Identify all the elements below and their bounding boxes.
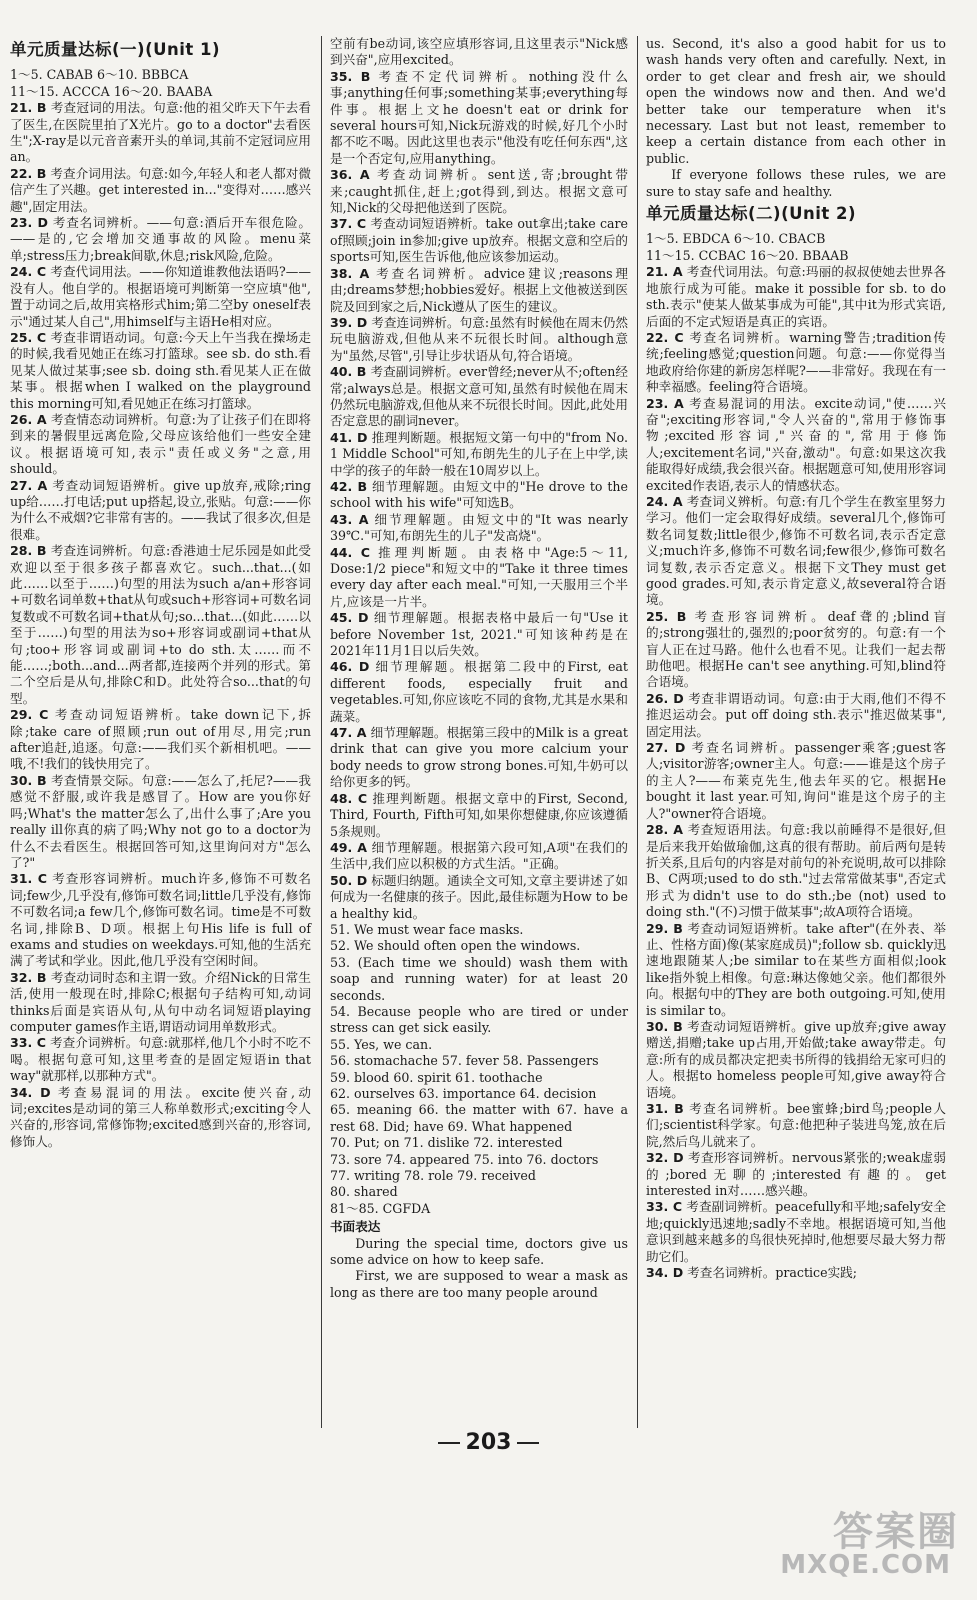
explanation-text: 考查形容词辨析。nervous紧张的;weak虚弱的;bored无聊的;interested有趣的。get interested in对……感兴趣。 (646, 1150, 946, 1199)
short-answer: 65. meaning 66. the matter with 67. have a rest 68. Did; have 69. What happened (330, 1102, 628, 1134)
explanation-item (10, 707, 311, 773)
explanation-text: 细节理解题。根据表格中最后一句"Use it before November 1st, 2021."可知该种药是在2021年11月1日以后失效。 (330, 610, 628, 659)
explanation-item (330, 873, 628, 922)
short-answer: 53. (Each time we should) wash them with soap and running water) for at least 20 seconds. (330, 954, 628, 1003)
short-answer: 80. shared (330, 1184, 398, 1200)
explanation-text: 考查短语用法。句意:我以前睡得不是很好,但是后来我开始做瑜伽,这真的很有帮助。前后两句是转折关系,且后句的内容是对前句的补充说明,故可以排除B、C两项;used to do sth."过去常常做某事",否定式形式为didn't use to do sth.;be (not) used to doing sth."(不)习惯于做某事";故A项符合语境。 (646, 822, 946, 920)
explanation-item (330, 69, 628, 167)
explanation-text: 考查动词短语辨析。take out拿出;take care of照顾;join in参加;give up放弃。根据文意和空后的sports可知,医生告诉他,他应该参加运动。 (330, 216, 628, 265)
explanation-text: 考查非谓语动词。句意:由于大雨,他们不得不推迟运动会。put off doing sth.表示"推迟做某事",固定用法。 (646, 690, 947, 739)
question-number: 46. D (330, 659, 370, 675)
explanation-text: 考查形容词辨析。deaf聋的;blind盲的;strong强壮的,强烈的;poor贫穷的。句意:有一个盲人正在过马路。他什么也看不见。让我们一起去帮助他吧。根据He can't see anything.可知,blind符合语境。 (646, 608, 947, 690)
explanation-text: 空前有be动词,该空应填形容词,且这里表示"Nick感到兴奋",应用excited。 (330, 36, 628, 68)
explanation-text: 考查名词辨析。advice建议;reasons理由;dreams梦想;hobbies爱好。根据上文他被送到医院及回到家之后,Nick遵从了医生的建议。 (330, 265, 629, 314)
short-answer: 81～85. CGFDA (330, 1200, 431, 1216)
explanation-text: 考查介词用法。句意:如今,年轻人和老人都对微信产生了兴趣。get interested in..."变得对……感兴趣",固定用法。 (10, 165, 311, 214)
explanation-text: 细节理解题。根据第六段可知,A项"在我们的生活中,我们应以积极的方式生活。"正确。 (330, 839, 628, 872)
explanation-text: 细节理解题。根据第三段中的Milk is a great drink that can give you more calcium your body needs to grow strong bones.可知,牛奶可以给你更多的钙。 (330, 725, 628, 790)
question-number: 25. B (646, 608, 687, 624)
explanation-item (646, 264, 946, 330)
explanation-text: 细节理解题。根据第二段中的First, eat different foods, especially fruit and vegetables.可知,你应该吃不同的食物,尤其是水果和蔬菜。 (330, 659, 628, 724)
explanation-item (646, 396, 946, 494)
question-number: 29. B (646, 920, 683, 936)
page-number (0, 1430, 977, 1455)
watermark-url: MXQE.COM (780, 1550, 951, 1580)
question-number: 40. B (330, 364, 367, 380)
section-title-unit-1: 单元质量达标(一)(Unit 1) (10, 40, 221, 59)
explanation-item (646, 330, 946, 396)
explanation-text: 考查连词辨析。句意:虽然有时候他在周末仍然玩电脑游戏,但他从来不玩很长时间。although意为"虽然,尽管",引导让步状语从句,符合语境。 (330, 314, 628, 363)
explanation-item (646, 921, 946, 1019)
question-number: 31. B (646, 1101, 684, 1116)
explanation-text: 考查不定代词辨析。nothing没什么事;anything任何事;something某事;everything每件事。根据上文he doesn't eat or drink for several hours可知,Nick玩游戏的时候,好几个小时都不吃不喝。因此这里也表示"他没有吃任何东西",这是一个否定句,应用anything。 (330, 68, 628, 166)
answer-key-line: 11～15. ACCCA 16～20. BAABA (10, 83, 213, 99)
short-answer: 52. We should often open the windows. (330, 938, 581, 954)
essay-title: 书面表达 (330, 1219, 381, 1235)
question-number: 32. B (10, 969, 47, 985)
section-title-unit-2: 单元质量达标(二)(Unit 2) (646, 204, 857, 224)
short-answer: 51. We must wear face masks. (330, 921, 524, 937)
explanation-item (330, 610, 628, 659)
explanation-item (330, 315, 628, 364)
question-number: 39. D (330, 314, 368, 330)
explanation-text: 考查动词时态和主谓一致。介绍Nick的日常生活,使用一般现在时,排除C;根据句子结构可知,动词thinks后面是宾语从句,从句中动名词短语playing computer games作主语,谓语动词用单数形式。 (10, 969, 311, 1034)
explanation-item (10, 478, 311, 544)
explanation-item (330, 364, 628, 430)
explanation-text: 考查动词短语辨析。take after"(在外表、举止、性格方面)像(某家庭成员)";follow sb. quickly迅速地跟随某人;be similar to在某些方面相似;look like指外貌上相像。句意:琳达像她父亲。他们都很外向。根据句中的They are both outgoing.可知,使用is similar to。 (646, 920, 946, 1018)
explanation-item (646, 1265, 946, 1281)
question-number: 37. C (330, 216, 367, 232)
question-number: 22. C (646, 329, 684, 345)
question-number: 28. B (10, 543, 47, 559)
page-number-text: 203 (465, 1430, 512, 1455)
explanation-text: 考查情态动词辨析。句意:为了让孩子们在即将到来的暑假里远离危险,父母应该给他们一些安全建议。根据语境可知,表示"责任或义务"之意,用should。 (10, 411, 311, 477)
short-answer: 55. Yes, we can. (330, 1036, 433, 1052)
explanation-item (330, 725, 628, 791)
question-number: 30. B (10, 772, 47, 788)
explanation-text: 考查形容词辨析。much许多,修饰不可数名词;few少,几乎没有,修饰可数名词;little几乎没有,修饰不可数名词;a few几个,修饰可数名词。time是不可数名词,排除B、D项。根据上句His life is full of exams and studies on weekdays.可知,他的生活充满了考试和学业。因此,他几乎没有空闲时间。 (10, 871, 311, 969)
question-number: 43. A (330, 511, 369, 527)
explanation-item (330, 167, 628, 216)
explanation-item (646, 494, 946, 609)
question-number: 26. A (10, 411, 47, 427)
question-number: 36. A (330, 167, 370, 183)
explanation-item (10, 871, 311, 969)
explanation-list-col2 (330, 36, 628, 922)
answer-key-line: 1～5. EBDCA 6～10. CBACB (646, 231, 826, 247)
essay-continuation (646, 36, 946, 200)
short-answer: 70. Put; on 71. dislike 72. interested (330, 1135, 563, 1151)
question-number: 29. C (10, 707, 49, 723)
question-number: 21. B (10, 100, 47, 116)
short-answer: 73. sore 74. appeared 75. into 76. doctors (330, 1151, 599, 1167)
essay-paragraph: First, we are supposed to wear a mask as long as there are too many people around (330, 1268, 628, 1300)
answer-keys-unit-2 (646, 231, 946, 264)
explanation-item (646, 822, 946, 920)
question-number: 24. C (10, 264, 47, 280)
question-number: 38. A (330, 265, 370, 281)
question-number: 49. A (330, 839, 368, 855)
essay-paragraph: If everyone follows these rules, we are sure to stay safe and healthy. (646, 167, 946, 199)
explanation-text: 考查动词短语辨析。give up放弃;give away赠送,捐赠;take up占用,开始做;take away带走。句意:所有的成员都决定把卖书所得的钱捐给无家可归的人。根据to homeless people可知,give away符合语境。 (646, 1018, 946, 1100)
column-divider-1 (321, 36, 322, 1428)
explanation-item (646, 691, 946, 740)
explanation-item (330, 266, 628, 315)
explanation-text: 考查代词用法。——你知道谁教他法语吗?——没有人。他自学的。根据语境可判断第一空应填"他",置于动词之后,故用宾格形式him;第二空by oneself表示"通过某人自己",用himself与主语He相对应。 (10, 264, 311, 329)
explanation-item (10, 970, 311, 1036)
question-number: 42. B (330, 478, 368, 494)
explanation-item (646, 1101, 946, 1150)
question-number: 32. D (646, 1150, 684, 1166)
essay-section (330, 1219, 628, 1301)
question-number: 27. A (10, 477, 48, 493)
explanation-item (330, 216, 628, 265)
explanation-list-col3 (646, 264, 946, 1281)
explanation-text: 细节理解题。由短文中的"He drove to the school with his wife"可知选B。 (330, 478, 628, 511)
question-number: 41. D (330, 429, 368, 445)
explanation-text: 考查连词辨析。句意:香港迪士尼乐园是如此受欢迎以至于很多孩子都喜欢它。such...that...(如此……以至于……)句型的用法为such a/an+形容词+可数名词单数+that从句或such+形容词+可数名词复数或不可数名词+that从句;so...that...(如此……以至于……)句型的用法为so+形容词或副词+that从句;too+形容词或副词+to do sth.太……而不能……;both...and...两者都,连接两个并列的形式。第二个空后是从句,排除C和D。此处符合so...that的句型。 (10, 543, 312, 706)
question-number: 24. A (646, 493, 683, 509)
explanation-item (330, 479, 628, 512)
question-number: 35. B (330, 68, 371, 84)
explanation-text: 考查动词短语辨析。give up放弃,戒除;ring up给……打电话;put up搭起,设立,张贴。句意:——你为什么不戒烟?它非常有害的。——我试了很多次,但是很难。 (10, 477, 311, 542)
short-answer: 77. writing 78. role 79. received (330, 1168, 536, 1184)
explanation-item (330, 791, 628, 840)
explanation-item (646, 1019, 946, 1101)
explanation-item (330, 659, 628, 725)
explanation-item (10, 412, 311, 478)
explanation-text: 考查名词辨析。bee蜜蜂;bird鸟;people人们;scientist科学家。句意:他把种子装进鸟笼,放在后院,然后鸟儿就来了。 (646, 1101, 946, 1149)
question-number: 33. C (646, 1199, 683, 1215)
question-number: 27. D (646, 740, 686, 756)
question-number: 44. C (330, 544, 370, 560)
question-number: 45. D (330, 610, 369, 626)
explanation-item (330, 512, 628, 545)
column-divider-2 (637, 36, 638, 1428)
explanation-text: 考查副词辨析。ever曾经;never从不;often经常;always总是。根据文意可知,虽然有时候他在周末仍然玩电脑游戏,但他从来不玩很长时间。因此,此处用否定意思的副词never。 (330, 364, 628, 429)
question-number: 34. D (10, 1084, 51, 1100)
explanation-text: 考查情景交际。句意:——怎么了,托尼?——我感觉不舒服,或许我是感冒了。How are you你好吗;What's the matter怎么了,出什么事了;Are you really ill你真的病了吗;Why not go to a doctor为什么不去看医生。根据回答可知,这里询问对方"怎么了?" (10, 772, 311, 870)
question-number: 23. D (10, 215, 48, 231)
explanation-item (10, 543, 311, 707)
short-answer: 56. stomachache 57. fever 58. Passengers (330, 1053, 599, 1069)
column-3 (646, 36, 946, 1281)
explanation-item (330, 545, 628, 611)
question-number: 25. C (10, 329, 47, 345)
explanation-text: 推理判断题。根据文章中的First, Second, Third, Fourth, Fifth可知,如果你想健康,你应该遵循5条规则。 (330, 790, 628, 839)
explanation-text: 考查名词辨析。——句意:酒后开车很危险。——是的,它会增加交通事故的风险。menu菜单;stress压力;break间歇,休息;risk风险,危险。 (10, 215, 311, 263)
explanation-text: 考查易混词的用法。excite使兴奋,动词;excites是动词的第三人称单数形式;exciting令人兴奋的,形容词,常修饰物;excited感到兴奋的,形容词,修饰人。 (10, 1084, 312, 1149)
explanation-text: 考查动词辨析。sent送,寄;brought带来;caught抓住,赶上;got得到,到达。根据文意可知,Nick的父母把他送到了医院。 (330, 167, 629, 216)
answer-key-line: 11～15. CCBAC 16～20. BBAAB (646, 247, 849, 263)
question-number: 33. C (10, 1035, 46, 1051)
explanation-text: 细节理解题。由短文中的"It was nearly 39℃."可知,布朗先生的儿子"发高烧"。 (330, 511, 628, 544)
question-number: 26. D (646, 690, 684, 706)
explanation-item (330, 430, 628, 479)
explanation-item (330, 840, 628, 873)
question-number: 34. D (646, 1265, 684, 1281)
explanation-item (10, 100, 311, 166)
question-number: 31. C (10, 871, 48, 887)
question-number: 48. C (330, 790, 368, 806)
question-number: 21. A (646, 264, 683, 280)
explanation-item (10, 264, 311, 330)
explanation-item (10, 773, 311, 871)
explanation-text: 考查动词短语辨析。take down记下,拆除;take care of照顾;run out of用尽,用完;run after追赶,追逐。句意:——我们买个新相机吧。——哦,不!我们的钱快用完了。 (10, 707, 311, 772)
question-number: 28. A (646, 822, 683, 838)
question-number: 30. B (646, 1018, 683, 1034)
question-number: 22. B (10, 165, 47, 181)
column-2 (330, 36, 628, 1301)
explanation-text: 考查名词辨析。passenger乘客;guest客人;visitor游客;owner主人。句意:——谁是这个房子的主人?——布莱克先生,他去年买的它。根据He bought it last year.可知,询问"谁是这个房子的主人?"owner符合语境。 (646, 740, 946, 821)
explanation-item (10, 166, 311, 215)
short-answer-list (330, 922, 628, 1217)
explanation-text: 考查易混词的用法。excite动词,"使……兴奋";exciting形容词,"令人兴奋的",常用于修饰事物;excited形容词,"兴奋的",常用于修饰人;excitement名词,"兴奋,激动"。句意:如果这次我能取得好成绩,我会很兴奋。根据题意可知,使用形容词excited作表语,表示人的情感状态。 (646, 395, 946, 493)
explanation-text: 标题归纳题。通读全文可知,文章主要讲述了如何成为一名健康的孩子。因此,最佳标题为How to be a healthy kid。 (330, 872, 628, 921)
short-answer: 54. Because people who are tired or under stress can get sick easily. (330, 1003, 628, 1036)
explanation-text: 推理判断题。由表格中"Age:5～11, Dose:1/2 piece"和短文中的"Take it three times every day after each meal."可知,一天服用三个半片,应该是一片半。 (330, 544, 628, 609)
answer-keys-unit-1 (10, 67, 311, 100)
question-number: 23. A (646, 395, 684, 411)
explanation-text: 考查词义辨析。句意:有几个学生在教室里努力学习。他们一定会取得好成绩。several几个,修饰可数名词复数;little很少,修饰不可数名词,表示否定意义;much许多,修饰不可数名词;few很少,修饰可数名词复数,表示否定意义。根据下文They must get good grades.可知,表示肯定意义,故several符合语境。 (646, 493, 946, 608)
column-1 (10, 36, 311, 1150)
explanation-item (646, 740, 946, 822)
explanation-text: 考查非谓语动词。句意:今天上午当我在操场走的时候,我看见她正在练习打篮球。see sb. do sth.看见某人做过某事;see sb. doing sth.看见某人正在做某事。根据when I walked on the playground this morning可知,看见她正在练习打篮球。 (10, 329, 311, 411)
explanation-text: 考查介词辨析。句意:就那样,他几个小时不吃不喝。根据句意可知,这里考查的是固定短语in that way"就那样,以那种方式"。 (10, 1035, 311, 1084)
question-number: 50. D (330, 872, 368, 888)
explanation-list-col1 (10, 100, 311, 1150)
explanation-text: 推理判断题。根据短文第一句中的"from No. 1 Middle School"可知,布朗先生的儿子在上中学,读中学的孩子的年龄一般在10周岁以上。 (330, 429, 628, 478)
essay-paragraph: us. Second, it's also a good habit for us to wash hands very often and carefully. Next, in order to get clear and fresh air, we should open the windows now and then. And we'd better take our temperature when it's necessary. Last but not least, remember to keep a certain distance from each other in public. (646, 36, 946, 166)
explanation-text: 考查代词用法。句意:玛丽的叔叔使她去世界各地旅行成为可能。make it possible for sb. to do sth.表示"使某人做某事成为可能",其中it为形式宾语,后面的不定式短语是真正的宾语。 (646, 264, 946, 329)
explanation-item (10, 215, 311, 264)
short-answer: 59. blood 60. spirit 61. toothache (330, 1069, 543, 1085)
explanation-item (330, 36, 628, 69)
explanation-text: 考查副词辨析。peacefully和平地;safely安全地;quickly迅速地;sadly不幸地。根据语境可知,当他意识到越来越多的鸟很快死掉时,他想要尽最大努力帮助它们。 (646, 1199, 946, 1264)
explanation-item (10, 330, 311, 412)
question-number: 47. A (330, 725, 367, 741)
answer-key-line: 1～5. CABAB 6～10. BBBCA (10, 67, 189, 83)
explanation-text: 考查冠词的用法。句意:他的祖父昨天下午去看了医生,在医院里拍了X光片。go to a doctor"去看医生";X-ray是以元音音素开头的单词,其前不定冠词应用an。 (10, 100, 312, 165)
explanation-text: 考查名词辨析。warning警告;tradition传统;feeling感觉;question问题。句意:——你觉得当地政府给你建的新房怎样呢?——非常好。我现在有一种幸福感。feeling符合语境。 (646, 329, 947, 395)
explanation-item (646, 609, 946, 691)
explanation-item (10, 1035, 311, 1084)
short-answer: 62. ourselves 63. importance 64. decision (330, 1086, 597, 1101)
explanation-item (646, 1150, 946, 1199)
essay-paragraph: During the special time, doctors give us some advice on how to keep safe. (330, 1235, 628, 1268)
explanation-item (10, 1085, 311, 1151)
watermark-logo: 答案圈 (833, 1509, 959, 1555)
explanation-item (646, 1199, 946, 1265)
explanation-text: 考查名词辨析。practice实践; (687, 1265, 857, 1281)
